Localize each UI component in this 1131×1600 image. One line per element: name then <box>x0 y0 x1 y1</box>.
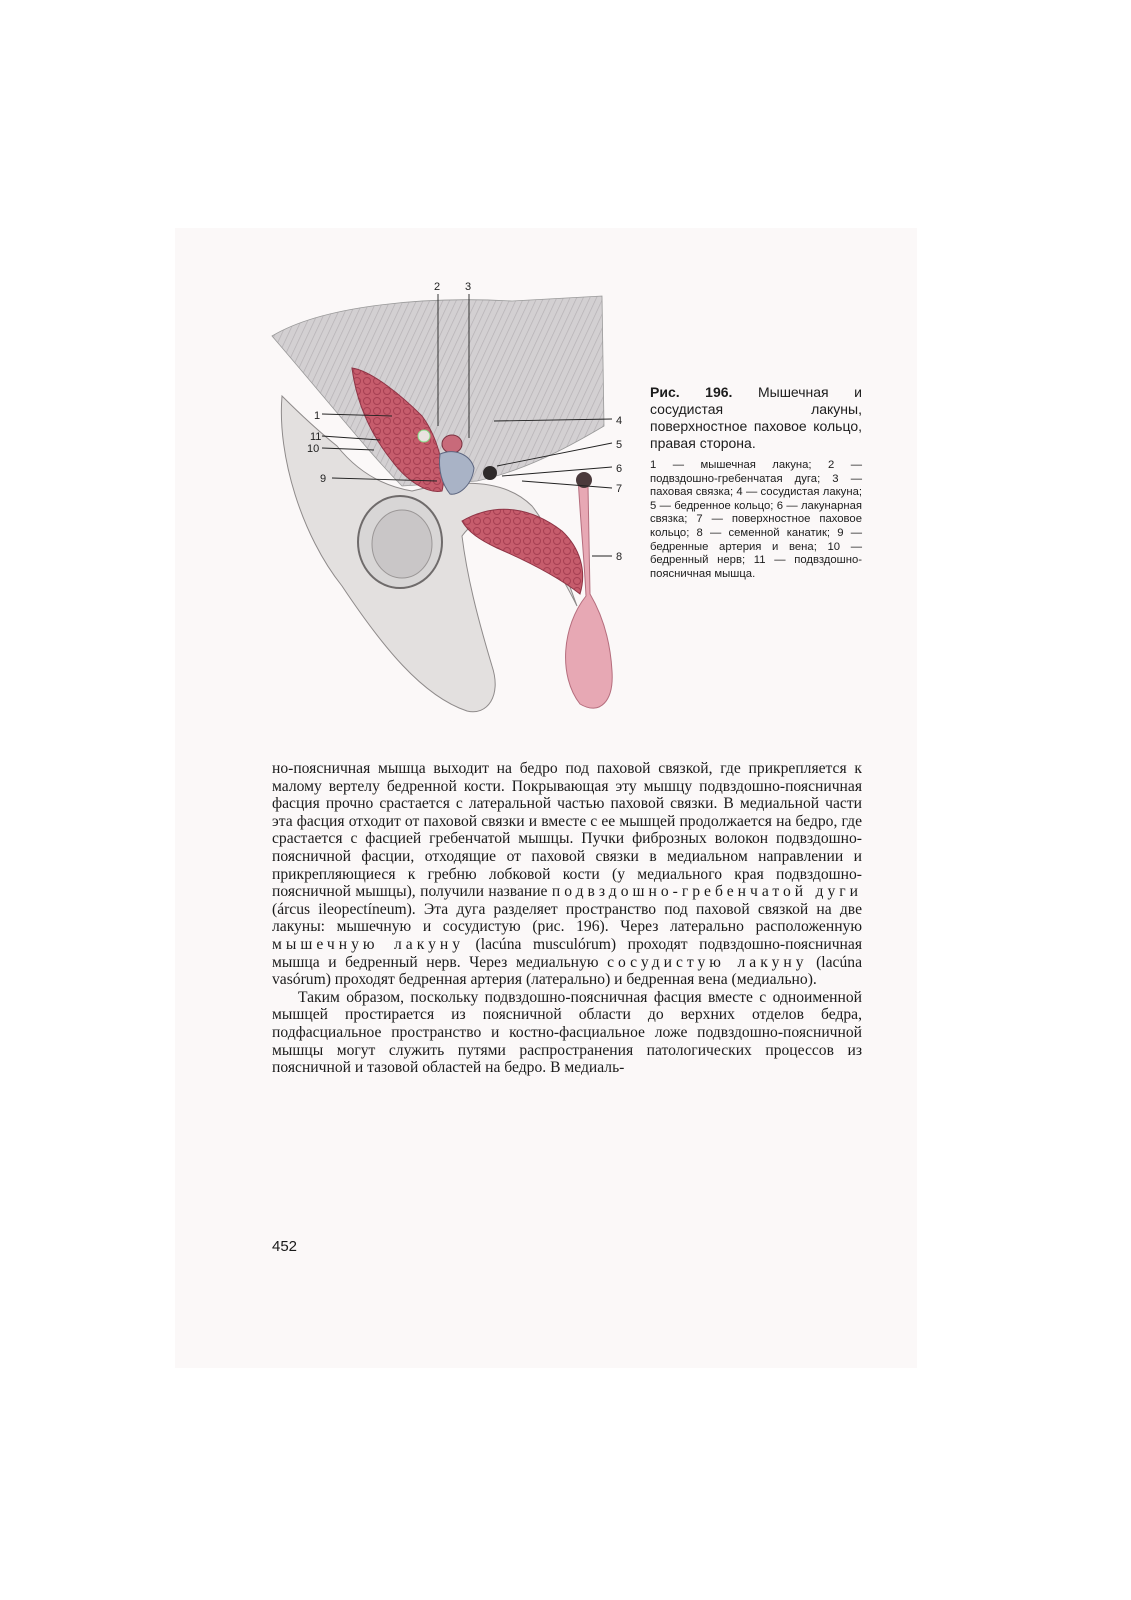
caption-title: Мышечная и сосудистая лакуны, поверхностное паховое кольцо, правая сторона. <box>650 384 862 451</box>
label-11: 11 <box>310 431 322 443</box>
spermatic-cord <box>566 476 613 708</box>
femoral-artery <box>442 435 462 453</box>
label-5: 5 <box>616 439 623 451</box>
figure-number: Рис. 196. <box>650 384 733 400</box>
label-4: 4 <box>616 415 623 427</box>
spaced-term: сосудистую лакуну <box>607 953 808 971</box>
anatomical-figure <box>262 276 642 716</box>
femoral-ring <box>483 466 497 480</box>
label-3: 3 <box>465 281 472 293</box>
spaced-term: подвздошно-гребенчатой дуги <box>551 883 862 901</box>
caption-title-block <box>650 384 862 452</box>
pectineus-muscle <box>462 509 583 594</box>
paragraph-1 <box>272 760 862 989</box>
caption-legend: 1 — мышечная лакуна; 2 — подвздошно-гребенчатая дуга; 3 — паховая связка; 4 — сосудистая лакуна; 5 — бедренное кольцо; 6 — лакунарная связка; 7 — поверхностное паховое кольцо; 8 — семенной канатик; 9 — бедренные артерия и вена; 10 — бедренный нерв; 11 — подвздошно-поясничная мышца. <box>650 459 862 580</box>
text-run: (lacúna vasórum) проходят бедренная артерия (латерально) и бедренная вена (медиально). <box>272 953 862 989</box>
paragraph-2: Таким образом, поскольку подвздошно-поясничная фасция вместе с одноименной мышцей простирается из поясничной области до верхних отделов бедра, подфасциальное пространство и костно-фасциальное ложе подвздошно-поясничной мышцы могут служить путями распространения патологических процессов из поясничной и тазовой областей на бедро. В медиаль- <box>272 988 862 1077</box>
label-7: 7 <box>616 483 623 495</box>
label-2: 2 <box>434 281 441 293</box>
page-number: 452 <box>272 1238 298 1255</box>
text-run: (árcus ileopectíneum). Эта дуга разделяет пространство под паховой связкой на две лакуны: мышечную и сосудистую (рис. 196). Через латерально расположенную <box>272 900 862 936</box>
text-run: (lacúna musculórum) проходят подвздошно-поясничная мышца и бедренный нерв. Через медиальную <box>272 935 862 971</box>
label-1: 1 <box>314 410 321 422</box>
nerve <box>418 430 430 442</box>
text-run: но-поясничная мышца выходит на бедро под паховой связкой, где прикрепляется к малому вертелу бедренной кости. Покрывающая эту мышцу подвздошно-поясничная фасция прочно срастается с латеральной частью паховой связки. В медиальной части эта фасция отходит от паховой связки и вместе с ее мышцей продолжается на бедро, где срастается с фасцией гребенчатой мышцы. Пучки фиброзных волокон подвздошно-поясничной фасции, отходящие от паховой связки в медиальном направлении и прикрепляющиеся к гребню лобковой кости (у медиального края подвздошно-поясничной мышцы), получили название <box>272 760 862 901</box>
body-text <box>272 760 862 1077</box>
label-6: 6 <box>616 463 623 475</box>
figure-caption <box>650 384 862 581</box>
spaced-term: мышечную лакуну <box>272 935 465 953</box>
label-10: 10 <box>307 443 320 455</box>
label-8: 8 <box>616 551 623 563</box>
label-9: 9 <box>320 473 327 485</box>
